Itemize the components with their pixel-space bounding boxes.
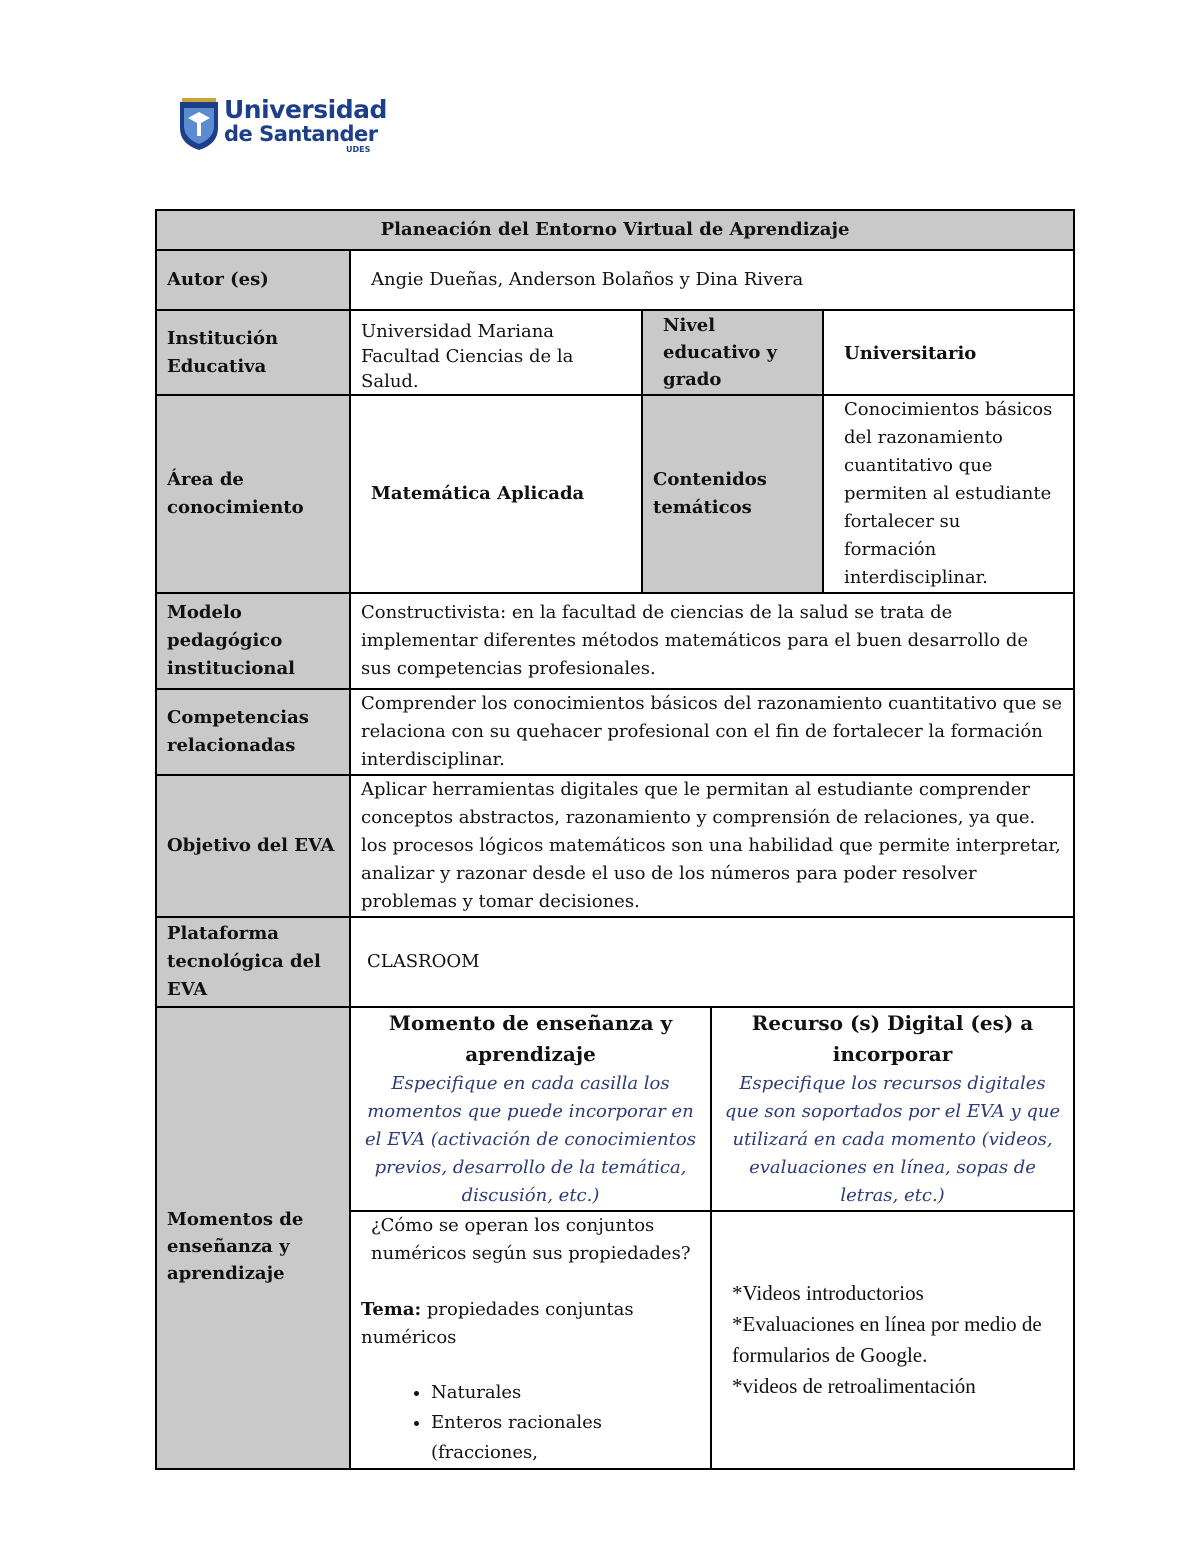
momentos-label: Momentos de enseñanza y aprendizaje [156,1007,350,1469]
momento-content [350,1211,711,1469]
university-logo [178,95,387,158]
objetivo-value: Aplicar herramientas digitales que le permitan al estudiante comprender conceptos abstractos, razonamiento y comprensión de relaciones, ya que. los procesos lógicos matemáticos son una habilidad que permite interpretar, analizar y razonar desde el uso de los números para poder resolver problemas y tomar decisiones. [350,775,1074,917]
modelo-label: Modelo pedagógico institucional [156,593,350,689]
tema-label: Tema: [361,1299,422,1320]
plataforma-label: Plataforma tecnológica del EVA [156,917,350,1007]
competencias-value: Comprender los conocimientos básicos del razonamiento cuantitativo que se relaciona con su quehacer profesional con el fin de fortalecer la formación interdisciplinar. [350,689,1074,775]
tema-list [361,1378,700,1468]
momento-header-cell [350,1007,711,1211]
institucion-value [350,310,642,395]
recurso-item: *Evaluaciones en línea por medio de formularios de Google. [732,1312,1042,1367]
nivel-value: Universitario [823,310,1074,395]
competencias-label: Competencias relacionadas [156,689,350,775]
momento-question: ¿Cómo se operan los conjuntos numéricos según sus propiedades? [371,1215,691,1264]
recurso-header-cell [711,1007,1074,1211]
tema-value: propiedades conjuntas numéricos [361,1299,634,1348]
objetivo-label: Objetivo del EVA [156,775,350,917]
recursos-content [711,1211,1074,1469]
autor-value: Angie Dueñas, Anderson Bolaños y Dina Rivera [350,250,1074,310]
area-value: Matemática Aplicada [350,395,642,593]
recurso-header: Recurso (s) Digital (es) a incorporar [751,1011,1034,1066]
shield-emblem-icon [178,98,220,152]
logo-line-2: de Santander [224,122,378,146]
tema-line [361,1296,700,1352]
institucion-label: Institución Educativa [156,310,350,395]
momento-header: Momento de enseñanza y aprendizaje [388,1011,673,1066]
recurso-item: *videos de retroalimentación [732,1374,976,1398]
table-title: Planeación del Entorno Virtual de Aprendizaje [156,210,1074,250]
autor-label: Autor (es) [156,250,350,310]
area-label: Área de conocimiento [156,395,350,593]
contenidos-value: Conocimientos básicos del razonamiento cuantitativo que permiten al estudiante fortalecer su formación interdisciplinar. [823,395,1074,593]
momento-hint: Especifique en cada casilla los momentos que puede incorporar en el EVA (activación de conocimientos previos, desarrollo de la temática, discusión, etc.) [365,1073,696,1206]
institucion-line-2: Facultad Ciencias de la Salud. [361,346,574,392]
recurso-item: *Videos introductorios [732,1281,924,1305]
institucion-line-1: Universidad Mariana [361,321,555,342]
list-item: • Enteros racionales (fracciones, [431,1408,700,1468]
nivel-label: Nivel educativo y grado [642,310,823,395]
planning-table [155,209,1075,1470]
contenidos-label: Contenidos temáticos [642,395,823,593]
modelo-value: Constructivista: en la facultad de ciencias de la salud se trata de implementar diferentes métodos matemáticos para el buen desarrollo de sus competencias profesionales. [350,593,1074,689]
logo-line-1: Universidad [224,95,387,124]
logo-line-3: UDES [346,145,371,154]
recurso-hint: Especifique los recursos digitales que son soportados por el EVA y que utilizará en cada momento (videos, evaluaciones en línea, sopas de letras, etc.) [724,1073,1061,1206]
list-item: • Naturales [431,1378,700,1408]
plataforma-value: CLASROOM [350,917,1074,1007]
